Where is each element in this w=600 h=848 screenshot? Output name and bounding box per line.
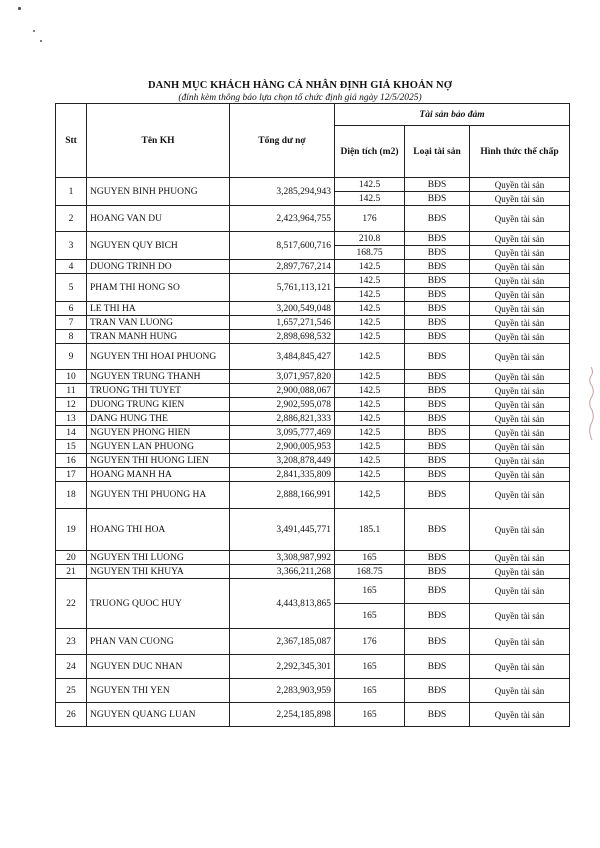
table-row [56, 551, 570, 565]
row-mortgage-form: Quyền tài sản [470, 579, 570, 604]
row-total-debt: 4,443,813,865 [230, 579, 335, 629]
row-area: 142.5 [335, 398, 405, 412]
row-area: 168.75 [335, 246, 405, 260]
row-total-debt: 2,886,821,333 [230, 412, 335, 426]
row-mortgage-form: Quyền tài sản [470, 274, 570, 288]
row-mortgage-form: Quyền tài sản [470, 246, 570, 260]
row-mortgage-form: Quyền tài sản [470, 565, 570, 579]
scan-speck [40, 40, 42, 42]
row-area: 142.5 [335, 468, 405, 482]
row-customer-name: NGUYEN QUY BICH [87, 232, 230, 260]
row-stt: 14 [56, 426, 87, 440]
row-stt: 18 [56, 482, 87, 509]
row-total-debt: 2,423,964,755 [230, 206, 335, 232]
row-total-debt: 1,657,271,546 [230, 316, 335, 330]
row-customer-name: TRUONG THI TUYET [87, 384, 230, 398]
row-total-debt: 5,761,113,121 [230, 274, 335, 302]
row-customer-name: NGUYEN LAN PHUONG [87, 440, 230, 454]
row-mortgage-form: Quyền tài sản [470, 330, 570, 344]
row-stt: 11 [56, 384, 87, 398]
row-total-debt: 3,095,777,469 [230, 426, 335, 440]
row-mortgage-form: Quyền tài sản [470, 412, 570, 426]
row-mortgage-form: Quyền tài sản [470, 288, 570, 302]
row-customer-name: HOANG VAN DU [87, 206, 230, 232]
row-mortgage-form: Quyền tài sản [470, 454, 570, 468]
table-row [56, 344, 570, 370]
row-total-debt: 3,200,549,048 [230, 302, 335, 316]
row-asset-type: BĐS [405, 412, 470, 426]
row-total-debt: 2,292,345,301 [230, 655, 335, 679]
row-asset-type: BĐS [405, 629, 470, 655]
row-area: 165 [335, 604, 405, 629]
row-asset-type: BĐS [405, 246, 470, 260]
row-mortgage-form: Quyền tài sản [470, 679, 570, 703]
row-stt: 17 [56, 468, 87, 482]
table-row [56, 178, 570, 192]
row-total-debt: 2,283,903,959 [230, 679, 335, 703]
row-area: 165 [335, 579, 405, 604]
row-area: 142.5 [335, 426, 405, 440]
row-asset-type: BĐS [405, 579, 470, 604]
row-area: 176 [335, 206, 405, 232]
row-stt: 9 [56, 344, 87, 370]
row-stt: 5 [56, 274, 87, 302]
row-total-debt: 2,897,767,214 [230, 260, 335, 274]
table-row [56, 655, 570, 679]
row-mortgage-form: Quyền tài sản [470, 178, 570, 192]
row-mortgage-form: Quyền tài sản [470, 398, 570, 412]
row-asset-type: BĐS [405, 302, 470, 316]
row-total-debt: 2,254,185,898 [230, 703, 335, 727]
table-row [56, 330, 570, 344]
row-stt: 1 [56, 178, 87, 206]
row-asset-type: BĐS [405, 178, 470, 192]
row-customer-name: NGUYEN THI HUONG LIEN [87, 454, 230, 468]
row-asset-type: BĐS [405, 330, 470, 344]
row-total-debt: 3,366,211,268 [230, 565, 335, 579]
row-total-debt: 8,517,600,716 [230, 232, 335, 260]
row-area: 168.75 [335, 565, 405, 579]
row-area: 142.5 [335, 344, 405, 370]
row-asset-type: BĐS [405, 454, 470, 468]
customer-debt-table [55, 103, 570, 727]
row-mortgage-form: Quyền tài sản [470, 551, 570, 565]
row-asset-type: BĐS [405, 344, 470, 370]
table-row [56, 370, 570, 384]
header-name: Tên KH [87, 104, 230, 178]
row-customer-name: NGUYEN QUANG LUAN [87, 703, 230, 727]
scan-speck [18, 7, 21, 10]
row-area: 142.5 [335, 370, 405, 384]
row-stt: 2 [56, 206, 87, 232]
row-asset-type: BĐS [405, 206, 470, 232]
row-total-debt: 3,285,294,943 [230, 178, 335, 206]
table-row [56, 579, 570, 604]
row-mortgage-form: Quyền tài sản [470, 604, 570, 629]
row-asset-type: BĐS [405, 604, 470, 629]
row-customer-name: LE THI HA [87, 302, 230, 316]
row-area: 142.5 [335, 192, 405, 206]
row-mortgage-form: Quyền tài sản [470, 206, 570, 232]
row-customer-name: TRUONG QUOC HUY [87, 579, 230, 629]
row-area: 210.8 [335, 232, 405, 246]
row-customer-name: TRAN VAN LUONG [87, 316, 230, 330]
row-area: 142.5 [335, 274, 405, 288]
row-stt: 22 [56, 579, 87, 629]
header-type: Loại tài sản [405, 126, 470, 178]
row-mortgage-form: Quyền tài sản [470, 655, 570, 679]
row-area: 142.5 [335, 316, 405, 330]
table-row [56, 509, 570, 551]
row-customer-name: NGUYEN THI PHUONG HA [87, 482, 230, 509]
table-row [56, 316, 570, 330]
row-area: 142.5 [335, 260, 405, 274]
document-subtitle: (đính kèm thông báo lựa chọn tổ chức định giá ngày 12/5/2025) [178, 93, 422, 103]
row-stt: 19 [56, 509, 87, 551]
row-customer-name: PHAM THI HONG SO [87, 274, 230, 302]
table-row [56, 440, 570, 454]
row-mortgage-form: Quyền tài sản [470, 260, 570, 274]
row-customer-name: HOANG THI HOA [87, 509, 230, 551]
row-asset-type: BĐS [405, 551, 470, 565]
row-stt: 10 [56, 370, 87, 384]
row-customer-name: NGUYEN THI KHUYA [87, 565, 230, 579]
row-asset-type: BĐS [405, 192, 470, 206]
scan-speck [33, 30, 35, 32]
row-stt: 15 [56, 440, 87, 454]
row-area: 142.5 [335, 330, 405, 344]
row-mortgage-form: Quyền tài sản [470, 302, 570, 316]
row-asset-type: BĐS [405, 703, 470, 727]
row-area: 165 [335, 679, 405, 703]
row-stt: 3 [56, 232, 87, 260]
row-customer-name: HOANG MANH HA [87, 468, 230, 482]
row-total-debt: 2,900,005,953 [230, 440, 335, 454]
table-row [56, 412, 570, 426]
row-asset-type: BĐS [405, 288, 470, 302]
row-mortgage-form: Quyền tài sản [470, 426, 570, 440]
row-customer-name: NGUYEN PHONG HIEN [87, 426, 230, 440]
row-asset-type: BĐS [405, 440, 470, 454]
table-row [56, 629, 570, 655]
table-row [56, 274, 570, 288]
row-area: 176 [335, 629, 405, 655]
row-mortgage-form: Quyền tài sản [470, 344, 570, 370]
row-customer-name: TRAN MANH HUNG [87, 330, 230, 344]
row-asset-type: BĐS [405, 316, 470, 330]
row-stt: 6 [56, 302, 87, 316]
row-total-debt: 3,484,845,427 [230, 344, 335, 370]
table-row [56, 384, 570, 398]
table-row [56, 398, 570, 412]
row-area: 142.5 [335, 384, 405, 398]
row-stt: 23 [56, 629, 87, 655]
row-asset-type: BĐS [405, 468, 470, 482]
row-asset-type: BĐS [405, 655, 470, 679]
row-total-debt: 3,208,878,449 [230, 454, 335, 468]
row-asset-type: BĐS [405, 426, 470, 440]
row-asset-type: BĐS [405, 260, 470, 274]
row-customer-name: NGUYEN THI LUONG [87, 551, 230, 565]
row-mortgage-form: Quyền tài sản [470, 370, 570, 384]
row-asset-type: BĐS [405, 274, 470, 288]
row-stt: 8 [56, 330, 87, 344]
document-title: DANH MỤC KHÁCH HÀNG CÁ NHÂN ĐỊNH GIÁ KHOẢN NỢ [147, 80, 453, 91]
header-stt: Stt [56, 104, 87, 178]
table-row [56, 260, 570, 274]
row-mortgage-form: Quyền tài sản [470, 482, 570, 509]
row-total-debt: 2,902,595,078 [230, 398, 335, 412]
header-form: Hình thức thế chấp [470, 126, 570, 178]
row-mortgage-form: Quyền tài sản [470, 703, 570, 727]
row-customer-name: DANG HUNG THE [87, 412, 230, 426]
row-total-debt: 3,308,987,992 [230, 551, 335, 565]
row-total-debt: 2,898,698,532 [230, 330, 335, 344]
row-asset-type: BĐS [405, 370, 470, 384]
row-stt: 24 [56, 655, 87, 679]
row-total-debt: 2,900,088,067 [230, 384, 335, 398]
row-area: 165 [335, 703, 405, 727]
table-row [56, 454, 570, 468]
row-total-debt: 2,367,185,087 [230, 629, 335, 655]
margin-scribble [585, 365, 597, 445]
row-mortgage-form: Quyền tài sản [470, 440, 570, 454]
row-area: 165 [335, 551, 405, 565]
table-row [56, 703, 570, 727]
row-customer-name: NGUYEN THI HOAI PHUONG [87, 344, 230, 370]
row-stt: 16 [56, 454, 87, 468]
row-area: 142,5 [335, 482, 405, 509]
row-mortgage-form: Quyền tài sản [470, 509, 570, 551]
row-area: 142.5 [335, 288, 405, 302]
table-row [56, 206, 570, 232]
row-area: 185.1 [335, 509, 405, 551]
row-customer-name: NGUYEN DUC NHAN [87, 655, 230, 679]
header-area: Diện tích (m2) [335, 126, 405, 178]
row-stt: 12 [56, 398, 87, 412]
row-stt: 25 [56, 679, 87, 703]
row-asset-type: BĐS [405, 509, 470, 551]
row-asset-type: BĐS [405, 482, 470, 509]
row-customer-name: NGUYEN BINH PHUONG [87, 178, 230, 206]
table-row [56, 565, 570, 579]
row-mortgage-form: Quyền tài sản [470, 384, 570, 398]
row-area: 142.5 [335, 302, 405, 316]
table-row [56, 302, 570, 316]
table-row [56, 232, 570, 246]
header-debt: Tổng dư nợ [230, 104, 335, 178]
row-area: 142.5 [335, 178, 405, 192]
table-row [56, 426, 570, 440]
table-row [56, 679, 570, 703]
row-asset-type: BĐS [405, 232, 470, 246]
row-area: 142.5 [335, 440, 405, 454]
row-stt: 20 [56, 551, 87, 565]
row-total-debt: 3,071,957,820 [230, 370, 335, 384]
row-total-debt: 2,888,166,991 [230, 482, 335, 509]
row-stt: 7 [56, 316, 87, 330]
row-area: 142.5 [335, 454, 405, 468]
header-collateral: Tài sản bảo đảm [335, 104, 570, 126]
row-customer-name: DUONG TRUNG KIEN [87, 398, 230, 412]
row-mortgage-form: Quyền tài sản [470, 192, 570, 206]
row-asset-type: BĐS [405, 384, 470, 398]
row-customer-name: PHAN VAN CUONG [87, 629, 230, 655]
table-row [56, 482, 570, 509]
row-customer-name: NGUYEN THI YEN [87, 679, 230, 703]
row-customer-name: NGUYEN TRUNG THANH [87, 370, 230, 384]
row-asset-type: BĐS [405, 398, 470, 412]
row-mortgage-form: Quyền tài sản [470, 316, 570, 330]
row-customer-name: DUONG TRINH DO [87, 260, 230, 274]
row-stt: 21 [56, 565, 87, 579]
row-total-debt: 2,841,335,809 [230, 468, 335, 482]
table-row [56, 468, 570, 482]
row-mortgage-form: Quyền tài sản [470, 629, 570, 655]
row-mortgage-form: Quyền tài sản [470, 468, 570, 482]
row-stt: 13 [56, 412, 87, 426]
row-area: 142.5 [335, 412, 405, 426]
row-asset-type: BĐS [405, 679, 470, 703]
row-mortgage-form: Quyền tài sản [470, 232, 570, 246]
row-stt: 4 [56, 260, 87, 274]
row-total-debt: 3,491,445,771 [230, 509, 335, 551]
row-area: 165 [335, 655, 405, 679]
row-stt: 26 [56, 703, 87, 727]
row-asset-type: BĐS [405, 565, 470, 579]
